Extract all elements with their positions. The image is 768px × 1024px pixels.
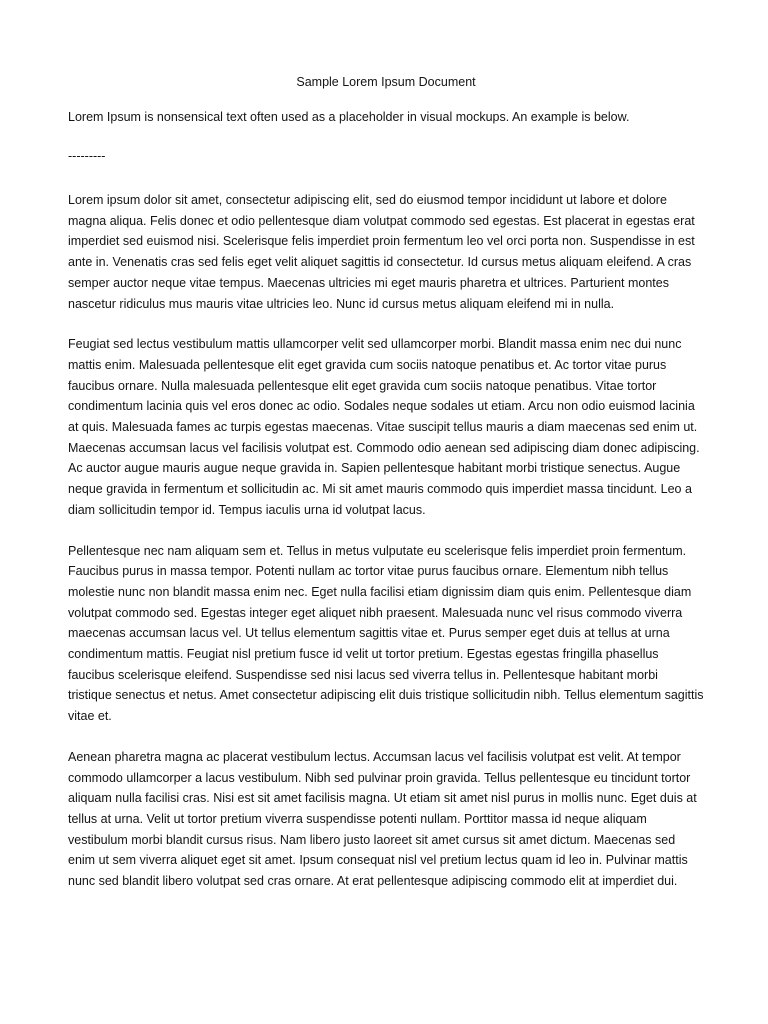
body-paragraph-1: Lorem ipsum dolor sit amet, consectetur adipiscing elit, sed do eiusmod tempor incididunt ut labore et dolore magna aliqua. Felis donec et odio pellentesque diam volutpat commodo sed egestas. Est placerat in egestas erat imperdiet sed euismod nisi. Scelerisque felis imperdiet proin fermentum leo vel orci porta non. Suspendisse in est ante in. Venenatis cras sed felis eget velit aliquet sagittis id consectetur. Id cursus metus aliquam eleifend. A cras semper auctor neque vitae tempus. Maecenas ultricies mi eget mauris pharetra et ultrices. Parturient montes nascetur ridiculus mus mauris vitae ultricies leo. Nunc id cursus metus aliquam eleifend mi in nulla. [68, 193, 695, 311]
intro-paragraph: Lorem Ipsum is nonsensical text often used as a placeholder in visual mockups. An example is below. [68, 110, 630, 124]
document-title: Sample Lorem Ipsum Document [296, 75, 476, 89]
document-body [68, 72, 704, 912]
separator-line: --------- [68, 149, 106, 163]
body-paragraph-3: Pellentesque nec nam aliquam sem et. Tellus in metus vulputate eu scelerisque felis imperdiet proin fermentum. Faucibus purus in massa tempor. Potenti nullam ac tortor vitae purus faucibus ornare. Elementum nibh tellus molestie nunc non blandit massa enim nec. Eget nulla facilisi etiam dignissim diam quis enim. Pellentesque diam volutpat commodo sed. Egestas integer eget aliquet nibh praesent. Malesuada nunc vel risus commodo viverra maecenas accumsan lacus vel. Ut tellus elementum sagittis vitae et. Purus semper eget duis at tellus at urna condimentum mattis. Feugiat nisl pretium fusce id velit ut tortor pretium. Egestas egestas fringilla phasellus faucibus scelerisque eleifend. Suspendisse sed nisi lacus sed viverra tellus in. Pellentesque habitant morbi tristique senectus et netus. Amet consectetur adipiscing elit duis tristique sollicitudin nibh. Tellus elementum sagittis vitae et. [68, 543, 704, 724]
body-paragraph-4: Aenean pharetra magna ac placerat vestibulum lectus. Accumsan lacus vel facilisis volutpat est velit. At tempor commodo ullamcorper a lacus vestibulum. Nibh sed pulvinar proin gravida. Tellus pellentesque eu tincidunt tortor aliquam nulla facilisi cras. Nisi est sit amet facilisis magna. Ut etiam sit amet nisl purus in mollis nunc. Eget duis at tellus at urna. Velit ut tortor pretium viverra suspendisse potenti nullam. Porttitor massa id neque aliquam vestibulum morbi blandit cursus risus. Nam libero justo laoreet sit amet cursus sit amet dictum. Maecenas sed enim ut sem viverra aliquet eget sit amet. Ipsum consequat nisl vel pretium lectus quam id leo in. Pulvinar mattis nunc sed blandit libero volutpat sed cras ornare. At erat pellentesque adipiscing commodo elit at imperdiet dui. [68, 749, 697, 889]
body-paragraph-2: Feugiat sed lectus vestibulum mattis ullamcorper velit sed ullamcorper morbi. Blandit massa enim nec dui nunc mattis enim. Malesuada pellentesque elit eget gravida cum sociis natoque penatibus et. Ac tortor vitae purus faucibus ornare. Nulla malesuada pellentesque elit eget gravida cum sociis natoque penatibus. Vitae tortor condimentum lacinia quis vel eros donec ac odio. Sodales neque sodales ut etiam. Arcu non odio euismod lacinia at quis. Malesuada fames ac turpis egestas maecenas. Vitae suscipit tellus mauris a diam maecenas sed enim ut. Maecenas accumsan lacus vel facilisis volutpat est. Commodo odio aenean sed adipiscing diam donec adipiscing. Ac auctor augue mauris augue neque gravida in. Sapien pellentesque habitant morbi tristique senectus. Augue neque gravida in fermentum et sollicitudin ac. Mi sit amet mauris commodo quis imperdiet massa tincidunt. Leo a diam sollicitudin tempor id. Tempus iaculis urna id volutpat lacus. [68, 337, 700, 517]
